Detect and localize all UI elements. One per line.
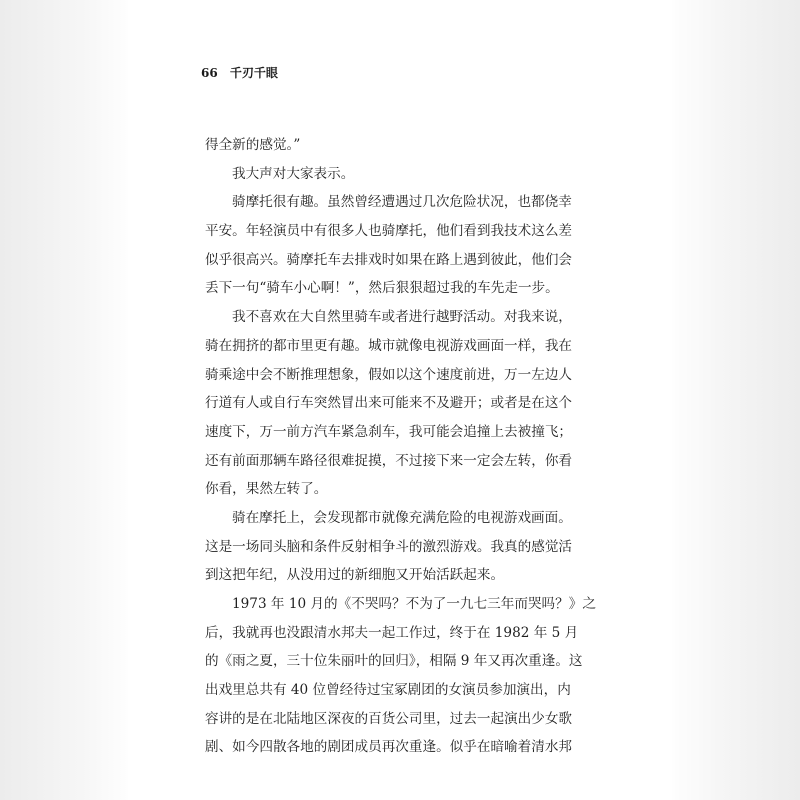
text-line: 似乎很高兴。骑摩托车去排戏时如果在路上遇到彼此，他们会 — [205, 251, 573, 268]
running-title: 千刃千眼 — [229, 66, 278, 80]
text-line: 这是一场同头脑和条件反射相争斗的激烈游戏。我真的感觉活 — [205, 538, 573, 555]
text-line: 速度下，万一前方汽车紧急刹车，我可能会追撞上去被撞飞； — [205, 423, 573, 440]
book-page — [128, 0, 672, 800]
text-line: 得全新的感觉。” — [205, 137, 301, 153]
text-line: 的《雨之夏，三十位朱丽叶的回归》，相隔 9 年又再次重逢。这 — [205, 653, 583, 670]
text-line: 行道有人或自行车突然冒出来可能来不及避开；或者是在这个 — [205, 395, 573, 412]
text-line: 我大声对大家表示。 — [232, 165, 355, 182]
text-line: 骑在摩托上，会发现都市就像充满危险的电视游戏画面。 — [232, 509, 572, 526]
text-line: 我不喜欢在大自然里骑车或者进行越野活动。对我来说， — [232, 309, 572, 326]
text-line: 到这把年纪，从没用过的新细胞又开始活跃起来。 — [205, 567, 505, 584]
text-line: 还有前面那辆车路径很难捉摸，不过接下来一定会左转，你看 — [205, 452, 573, 469]
text-line: 出戏里总共有 40 位曾经待过宝冢剧团的女演员参加演出，内 — [205, 682, 571, 699]
running-header — [201, 64, 278, 81]
page-number: 66 — [201, 66, 218, 80]
text-line: 1973 年 10 月的《不哭吗？不为了一九七三年而哭吗？》之 — [232, 596, 596, 612]
page-shadow-right — [665, 0, 800, 800]
text-line: 容讲的是在北陆地区深夜的百货公司里，过去一起演出少女歌 — [205, 710, 573, 727]
text-line: 骑摩托很有趣。虽然曾经遭遇过几次危险状况，也都侥幸 — [232, 194, 572, 211]
body-text — [205, 131, 601, 762]
text-line: 你看，果然左转了。 — [205, 481, 328, 498]
text-line: 后，我就再也没跟清水邦夫一起工作过，终于在 1982 年 5 月 — [205, 624, 579, 641]
text-line: 平安。年轻演员中有很多人也骑摩托，他们看到我技术这么差 — [205, 223, 573, 240]
page-shadow-left — [0, 0, 135, 800]
text-line: 骑乘途中会不断推理想象，假如以这个速度前进，万一左边人 — [205, 366, 573, 383]
text-line: 剧、如今四散各地的剧团成员再次重逢。似乎在暗喻着清水邦 — [205, 739, 573, 756]
text-line: 丢下一句“骑车小心啊！”，然后狠狠超过我的车先走一步。 — [205, 280, 559, 297]
text-line: 骑在拥挤的都市里更有趣。城市就像电视游戏画面一样，我在 — [205, 337, 573, 354]
